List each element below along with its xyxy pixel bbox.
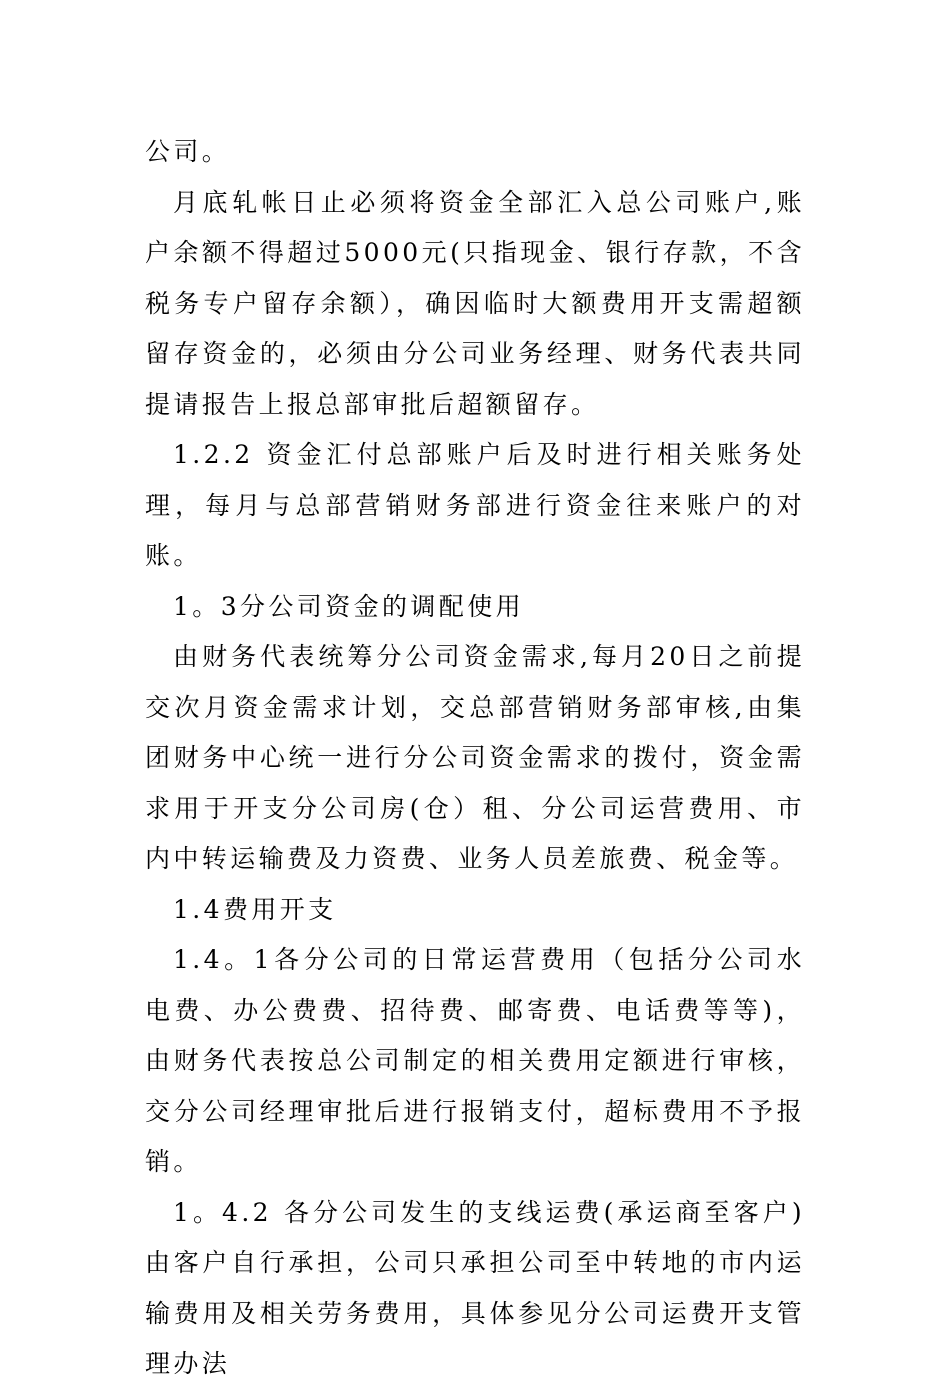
- paragraph-1-2-2: 1.2.2 资金汇付总部账户后及时进行相关账务处理，每月与总部营销财务部进行资金往来账户的对账。: [145, 440, 805, 570]
- document-body: [145, 127, 805, 1390]
- paragraph-continuation: 公司。: [145, 137, 231, 166]
- paragraph-fund-planning: 由财务代表统筹分公司资金需求,每月20日之前提交次月资金需求计划，交总部营销财务部审核,由集团财务中心统一进行分公司资金需求的拨付，资金需求用于开支分公司房(仓）租、分公司运营费用、市内中转运输费及力资费、业务人员差旅费、税金等。: [145, 642, 805, 873]
- paragraph-month-end-transfer: 月底轧帐日止必须将资金全部汇入总公司账户,账户余额不得超过5000元(只指现金、银行存款，不含税务专户留存余额），确因临时大额费用开支需超额留存资金的，必须由分公司业务经理、财务代表共同提请报告上报总部审批后超额留存。: [145, 187, 805, 419]
- paragraph-1-4-1: 1.4。1各分公司的日常运营费用（包括分公司水电费、办公费费、招待费、邮寄费、电话费等等)，由财务代表按总公司制定的相关费用定额进行审核，交分公司经理审批后进行报销支付，超标费用不予报销。: [145, 945, 805, 1176]
- paragraph-1-4-2: 1。4.2 各分公司发生的支线运费(承运商至客户)由客户自行承担，公司只承担公司至中转地的市内运输费用及相关劳务费用，具体参见分公司运费开支管理办法: [145, 1197, 805, 1378]
- heading-1-4: 1.4费用开支: [173, 894, 337, 924]
- heading-1-3: 1。3分公司资金的调配使用: [173, 591, 525, 621]
